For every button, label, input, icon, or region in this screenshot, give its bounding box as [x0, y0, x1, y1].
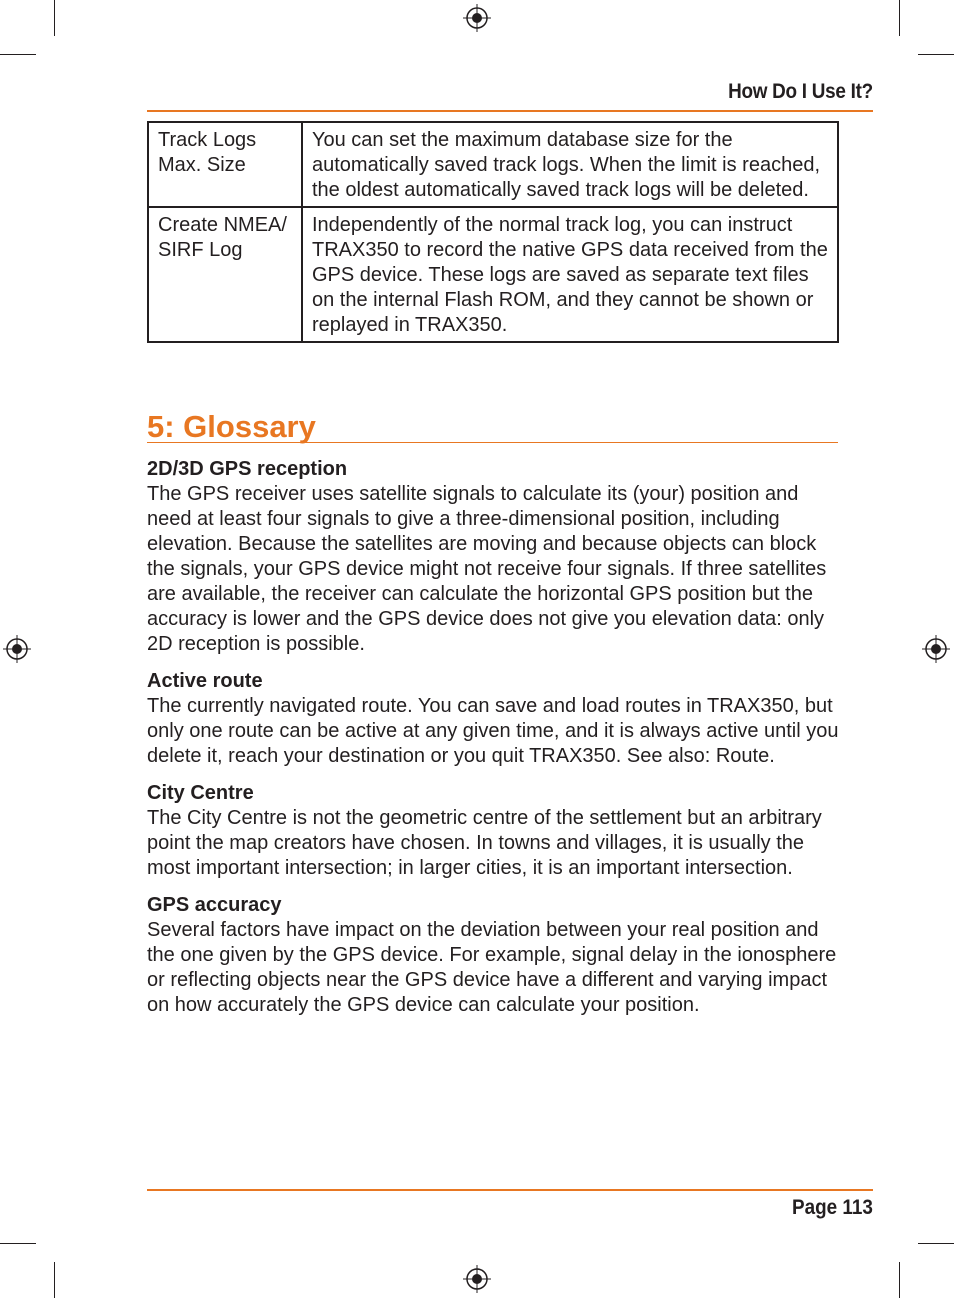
page-number: Page 113 [792, 1196, 873, 1219]
crop-mark [918, 1243, 954, 1244]
glossary-term: GPS accuracy [147, 894, 282, 916]
section-title: 5: Glossary [147, 409, 316, 444]
glossary-list [147, 457, 847, 1030]
table-cell-term: Track Logs Max. Size [148, 122, 302, 207]
table-cell-description: You can set the maximum database size for the automatically saved track logs. When the limit is reached, the oldest automatically saved track logs will be deleted. [302, 122, 838, 207]
registration-mark-icon [463, 4, 491, 32]
crop-mark [899, 1262, 900, 1298]
registration-mark-icon [3, 635, 31, 663]
glossary-entry [147, 457, 847, 657]
glossary-definition: The City Centre is not the geometric centre of the settlement but an arbitrary point the map creators have chosen. In towns and villages, it is usually the most important intersection; in larger cities, it is an important intersection. [147, 807, 822, 879]
crop-mark [0, 1243, 36, 1244]
glossary-term: Active route [147, 670, 263, 692]
registration-mark-icon [922, 635, 950, 663]
running-header [147, 80, 873, 112]
crop-mark [54, 0, 55, 36]
registration-mark-icon [463, 1265, 491, 1293]
crop-mark [54, 1262, 55, 1298]
table-cell-description: Independently of the normal track log, you can instruct TRAX350 to record the native GPS data received from the GPS device. These logs are saved as separate text files on the internal Flash ROM, and they cannot be shown or replayed in TRAX350. [302, 207, 838, 342]
table-cell-term: Create NMEA/ SIRF Log [148, 207, 302, 342]
table-row [148, 207, 838, 342]
glossary-definition: Several factors have impact on the deviation between your real position and the one given by the GPS device. For example, signal delay in the ionosphere or reflecting objects near the GPS device have a different and varying impact on how accurately the GPS device can calculate your position. [147, 919, 837, 1016]
glossary-entry [147, 669, 847, 769]
section-heading [147, 410, 838, 443]
glossary-term: City Centre [147, 782, 254, 804]
crop-mark [899, 0, 900, 36]
settings-table [147, 121, 839, 343]
header-title: How Do I Use It? [728, 80, 873, 103]
glossary-entry [147, 781, 847, 881]
page-footer [147, 1189, 873, 1219]
table-row [148, 122, 838, 207]
crop-mark [918, 54, 954, 55]
glossary-definition: The GPS receiver uses satellite signals to calculate its (your) position and need at least four signals to give a three-dimensional position, including elevation. Because the satellites are moving and because objects can block the signals, your GPS device might not receive four signals. If three satellites are available, the receiver can calculate the horizontal GPS position but the accuracy is lower and the GPS device does not give you elevation data: only 2D reception is possible. [147, 483, 827, 655]
glossary-entry [147, 893, 847, 1018]
crop-mark [0, 54, 36, 55]
glossary-definition: The currently navigated route. You can save and load routes in TRAX350, but only one route can be active at any given time, and it is always active until you delete it, reach your destination or you quit TRAX350. See also: Route. [147, 695, 839, 767]
glossary-term: 2D/3D GPS reception [147, 458, 348, 480]
